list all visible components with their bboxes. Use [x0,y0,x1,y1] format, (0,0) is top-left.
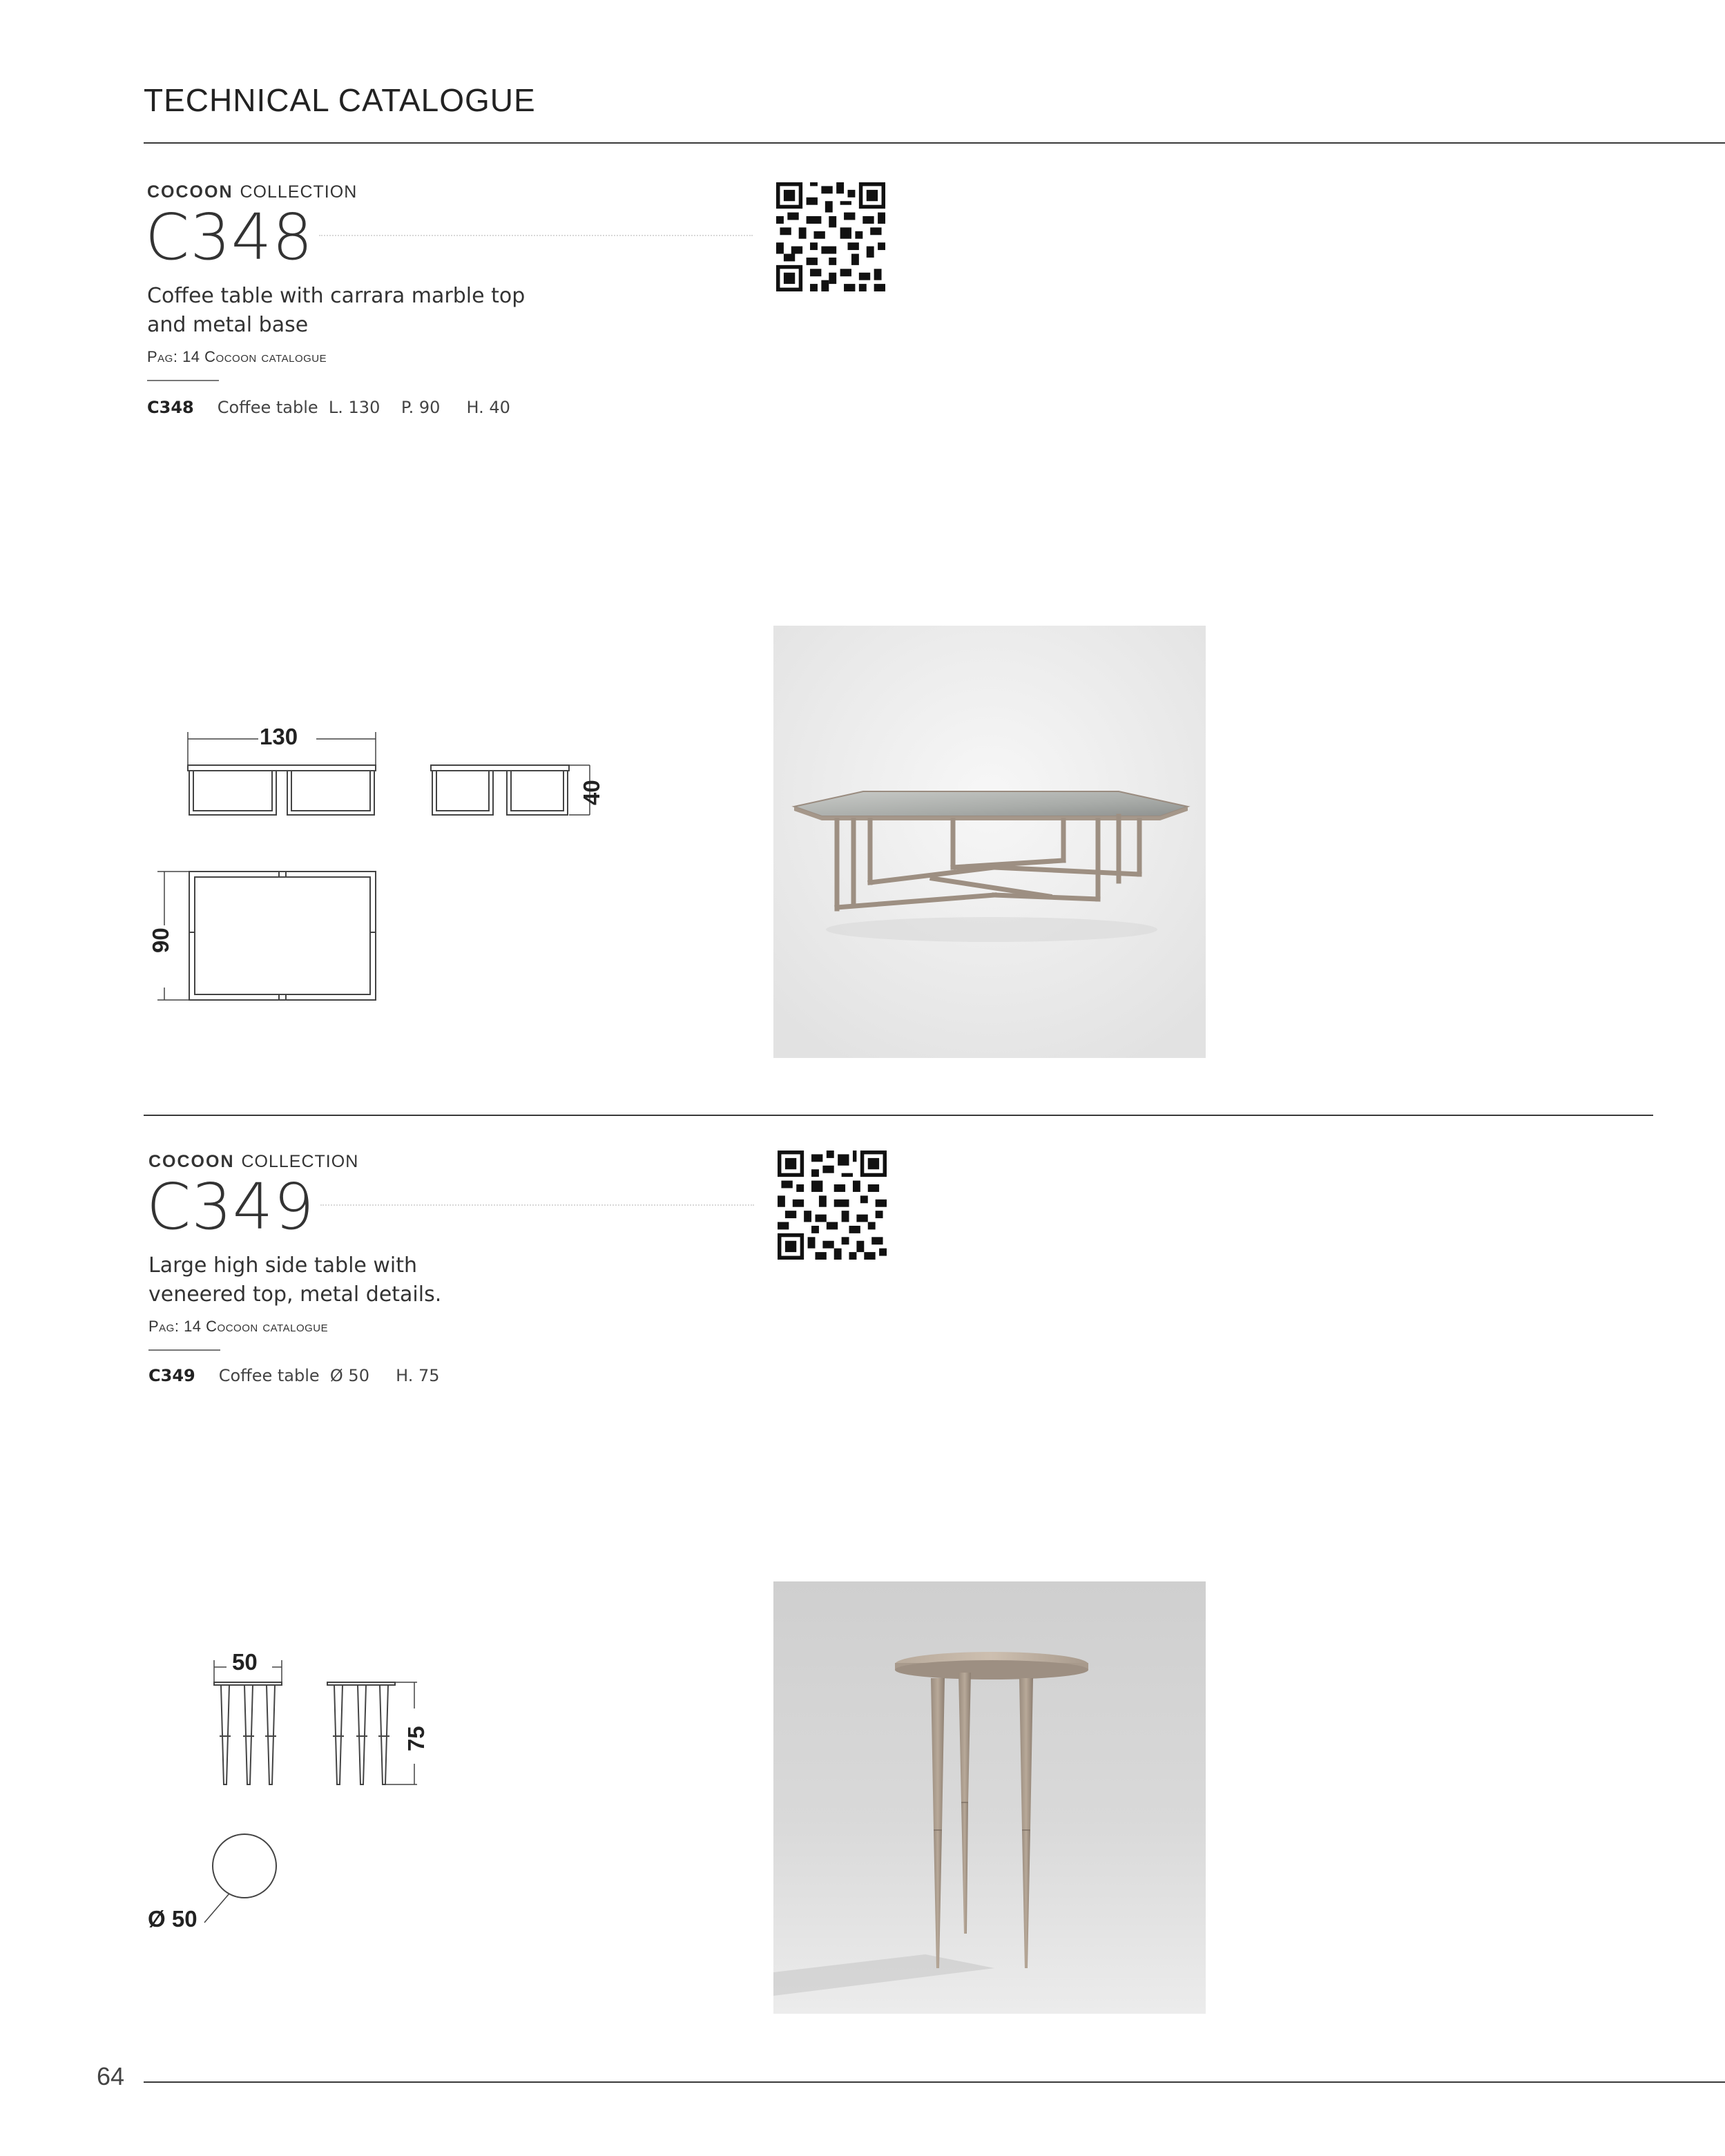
spec-code: C348 [147,398,194,417]
spec-code: C349 [148,1366,195,1385]
dim-width-label: 50 [232,1649,258,1675]
collection-label [148,1152,358,1172]
qr-code-icon [776,182,885,291]
product-code: C348 [145,200,314,274]
product-description [147,282,525,340]
product-code: C349 [146,1170,315,1244]
page-title: TECHNICAL CATALOGUE [144,82,536,118]
collection-word: COLLECTION [241,1152,359,1171]
description-line: Large high side table with [148,1253,418,1278]
coffee-table-photo [773,626,1206,1058]
catalogue-page-ref: Pag: 14 Cocoon catalogue [147,348,327,365]
product-description [148,1251,441,1309]
dim-width-label: 130 [260,724,298,749]
spec-text: Coffee table L. 130 P. 90 H. 40 [217,398,510,417]
collection-word: COLLECTION [240,182,358,202]
description-line: and metal base [147,313,309,337]
description-line: Coffee table with carrara marble top [147,284,526,308]
dim-depth-label: 90 [148,927,173,953]
section-divider [144,1115,1653,1116]
dim-diameter-label: Ø 50 [148,1906,197,1932]
dim-height-label: 75 [403,1726,429,1751]
collection-label [147,182,357,202]
title-dotted-line [320,1204,754,1206]
technical-drawing [144,718,627,1008]
catalogue-page-ref: Pag: 14 Cocoon catalogue [148,1318,329,1335]
technical-drawing [144,1646,461,1936]
footer-divider [144,2081,1725,2083]
description-line: veneered top, metal details. [148,1282,442,1307]
title-dotted-line [319,235,753,236]
short-divider [148,1349,220,1351]
spec-text: Coffee table Ø 50 H. 75 [218,1366,440,1385]
short-divider [147,380,219,381]
collection-brand: COCOON [147,182,233,202]
collection-brand: COCOON [148,1152,235,1171]
side-table-photo [773,1581,1206,2014]
spec-row [147,398,510,417]
dim-height-label: 40 [579,780,604,805]
qr-code-icon [778,1151,887,1260]
spec-row [148,1366,440,1385]
header-divider [144,142,1725,144]
page-number: 64 [97,2062,125,2090]
